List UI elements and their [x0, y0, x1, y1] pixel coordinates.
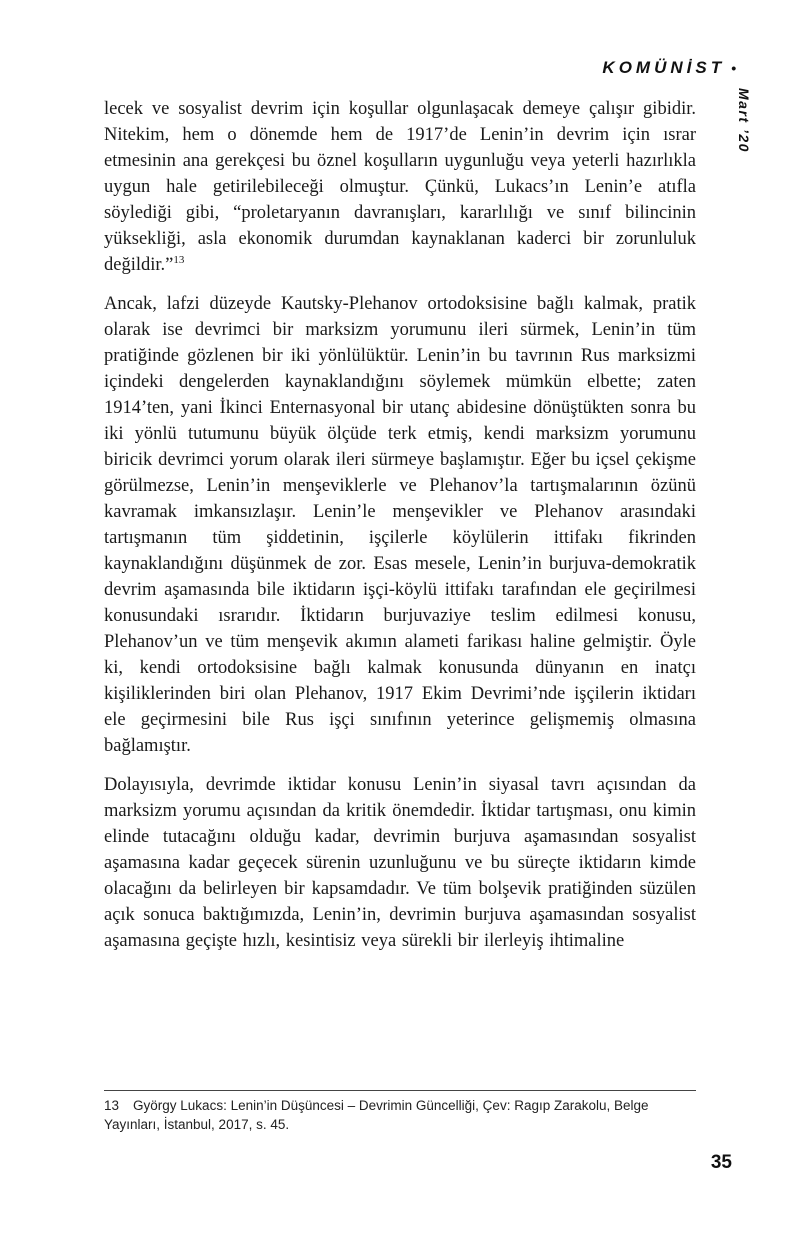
- magazine-title: KOMÜNİST: [602, 58, 726, 77]
- footnote: [104, 1090, 696, 1134]
- paragraph: [104, 96, 696, 278]
- paragraph-text: lecek ve sosyalist devrim için koşullar olgunlaşacak demeye çalışır gibidir. Nitekim, hem o dönemde hem de 1917’de Lenin’in devrim için ısrar etmesinin ana gerekçesi bu öznel koşulların uygunluğu veya yeterli hazırlıkla uygun hale getirilebileceği olmuştur. Çünkü, Lukacs’ın Lenin’e atıfla söylediği gibi, “proletaryanın davranışları, kararlılığı ve sınıf bilincinin yüksekliği, asla ekonomik durumdan kaynaklanan kaderci bir zorunluluk değildir.”: [104, 99, 696, 275]
- footnote-number: 13: [104, 1098, 120, 1113]
- page-number: 35: [710, 1152, 732, 1173]
- paragraph-text: Ancak, lafzi düzeyde Kautsky-Plehanov ortodoksisine bağlı kalmak, pratik olarak ise devrimci bir marksizm yorumunu ileri sürmek, Lenin’in tüm pratiğinde gözlenen bir iki yönlülüktür. Lenin’in bu tavrının Rus marksizmi içindeki dengelerden kaynaklandığını söylemek mümkün elbette; zaten 1914’ten, yani İkinci Enternasyonal bir utanç abidesine dönüştükten sonra bu iki yönlü tutumunu büyük ölçüde terk etmiş, kendi marksizm yorumunu biricik devrimci yorum olarak ileri sürmeye başlamıştır. Eğer bu içsel çekişme görülmezse, Lenin’in menşeviklerle ve Plehanov’la tartışmalarının özünü kavramak imkansızlaşır. Lenin’le menşevikler ve Plehanov arasındaki tartışmanın tüm şiddetinin, işçilerle köylülerin ittifakı fikrinden kaynaklandığını düşünmek de zor. Esas mesele, Lenin’in burjuva-demokratik devrim aşamasında bile iktidarın işçi-köylü ittifakı tarafından ele geçirilmesi konusundaki ısrarıdır. İktidarın burjuvaziye teslim edilmesi konusu, Plehanov’un ve tüm menşevik akımın alameti farikası haline gelmiştir. Öyle ki, kendi ortodoksisine bağlı kalmak konusunda dünyanın en inatçı kişiliklerinden biri olan Plehanov, 1917 Ekim Devrimi’nde işçilerin iktidarı ele geçirmesini bile Rus işçi sınıfının yeterince gelişmemiş olmasına bağlamıştır.: [104, 294, 696, 756]
- paragraph-text: Dolayısıyla, devrimde iktidar konusu Lenin’in siyasal tavrı açısından da marksizm yorumu açısından da kritik önemdedir. İktidar tartışması, onu kimin elinde tutacağını olduğu kadar, devrimin burjuva aşamasından sosyalist aşamasına kadar geçecek sürenin uzunluğunu ve bu süreçte iktidarın kimde olacağını da belirleyen bir kapsamdadır. Ve tüm bolşevik pratiğinden süzülen açık sonuca baktığımızda, Lenin’in, devrimin burjuva aşamasından sosyalist aşamasına geçişte hızlı, kesintisiz veya sürekli bir ilerleyiş ihtimaline: [104, 775, 696, 951]
- body-text: [104, 96, 696, 954]
- paragraph: [104, 291, 696, 759]
- issue-date-vertical: Mart ’20: [736, 88, 752, 153]
- masthead: [602, 58, 736, 78]
- paragraph: [104, 772, 696, 954]
- footnote-text: György Lukacs: Lenin’in Düşüncesi – Devrimin Güncelliği, Çev: Ragıp Zarakolu, Belge Yayınları, İstanbul, 2017, s. 45.: [104, 1098, 649, 1132]
- footnote-reference: 13: [173, 253, 185, 266]
- masthead-bullet-icon: •: [731, 60, 736, 76]
